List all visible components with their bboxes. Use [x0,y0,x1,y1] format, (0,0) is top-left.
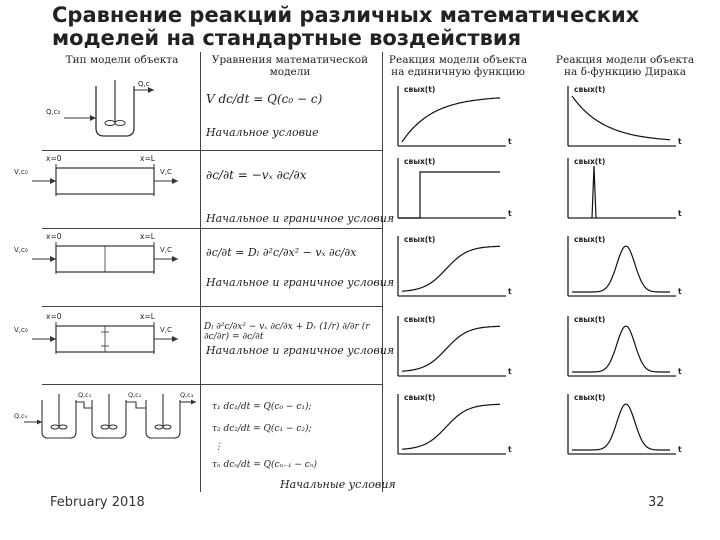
boundary-condition: Начальное и граничное условия [206,276,395,289]
equation-line: τ₂ dc₂/dt = Q(c₁ − c₂); [212,424,312,434]
inlet-label: Q,c₀ [46,108,61,116]
xL-label: x=L [140,232,155,241]
outlet-label: V,C [160,246,172,254]
equation-line: τₙ dcₙ/dt = Q(cₙ₋₁ − cₙ) [212,460,318,470]
equation-line: τ₁ dc₁/dt = Q(c₀ − c₁); [212,402,312,412]
plot-x-label: t [678,209,682,218]
plot-x-label: t [508,287,512,296]
outlet-label: V,C [160,168,172,176]
initial-condition: Начальные условия [280,478,396,491]
plot-x-label: t [678,137,682,146]
inlet-label: V,c₀ [14,246,28,254]
plot-y-label: cвых(t) [404,315,436,324]
outlet-label: V,C [160,326,172,334]
slide-title: Сравнение реакций различных математических моделей на стандартные воздействия [52,3,640,50]
inlet-label: V,c₀ [14,326,28,334]
equation-line: ⋮ [214,442,223,452]
plot-x-label: t [508,209,512,218]
page-number: 32 [648,495,665,510]
inlet-label: V,c₀ [14,168,28,176]
footer-date: February 2018 [50,495,145,510]
plot-x-label: t [678,445,682,454]
boundary-condition: Начальное и граничное условия [206,212,395,225]
equation: V dc/dt = Q(c₀ − c) [206,92,323,106]
plot-y-label: cвых(t) [574,85,606,94]
outlet-label: Q,c₃ [180,391,194,399]
intermediate-label: Q,c₂ [128,391,142,399]
response-curve [402,326,500,371]
plot-y-label: cвых(t) [574,235,606,244]
equation: Dₗ ∂²c/∂x² − vₓ ∂c/∂x + Dᵣ (1/r) ∂/∂r (r ∂c/∂r) = ∂c/∂t [204,322,370,342]
plot-x-label: t [508,367,512,376]
x0-label: x=0 [46,312,62,321]
initial-condition: Начальное условие [206,126,319,139]
x0-label: x=0 [46,154,62,163]
response-curve [402,404,500,449]
header-equations: Уравнения математической модели [211,54,369,78]
equation: ∂c/∂t = −vₓ ∂c/∂x [206,168,307,182]
response-curve [592,166,596,218]
plot-y-label: cвых(t) [404,393,436,402]
plot-y-label: cвых(t) [404,157,436,166]
response-curve [572,246,670,292]
boundary-condition: Начальное и граничное условия [206,344,395,357]
response-curve [402,246,500,291]
equation: ∂c/∂t = Dₗ ∂²c/∂x² − vₓ ∂c/∂x [206,246,357,259]
x0-label: x=0 [46,232,62,241]
response-curve [398,172,500,218]
header-delta-response: Реакция модели объекта на δ-функцию Дирака [555,54,695,78]
plot-y-label: cвых(t) [574,393,606,402]
xL-label: x=L [140,154,155,163]
plot-y-label: cвых(t) [404,85,436,94]
xL-label: x=L [140,312,155,321]
response-curve [572,404,670,450]
plot-y-label: cвых(t) [574,315,606,324]
header-step-response: Реакция модели объекта на единичную функцию [388,54,528,78]
plot-y-label: cвых(t) [404,235,436,244]
plot-x-label: t [508,445,512,454]
plot-x-label: t [678,367,682,376]
plot-x-label: t [508,137,512,146]
intermediate-label: Q,c₁ [78,391,92,399]
response-curve [402,98,500,142]
plot-y-label: cвых(t) [574,157,606,166]
header-object-type: Тип модели объекта [65,54,179,66]
response-curve [572,326,670,372]
plot-x-label: t [678,287,682,296]
inlet-label: Q,c₀ [14,412,28,420]
outlet-label: Q,c [138,80,150,88]
response-curve [572,96,670,140]
